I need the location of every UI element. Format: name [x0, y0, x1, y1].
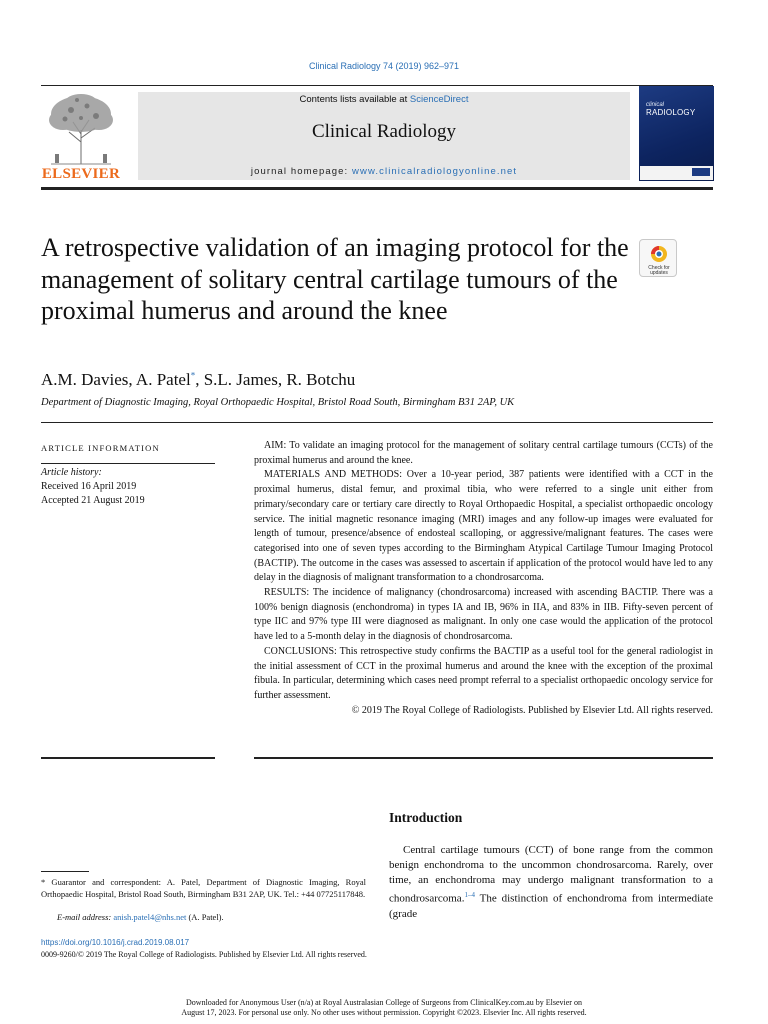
journal-homepage-link[interactable]: www.clinicalradiologyonline.net	[352, 166, 518, 177]
article-information-rule	[41, 463, 215, 464]
received-date: Received 16 April 2019	[41, 481, 137, 492]
header-rule	[41, 85, 713, 86]
article-info-bottom-rule	[41, 757, 215, 759]
elsevier-wordmark: ELSEVIER	[41, 166, 121, 182]
corresponding-author-mark[interactable]: *	[190, 370, 196, 381]
accepted-date: Accepted 21 August 2019	[41, 495, 145, 506]
abstract-methods: MATERIALS AND METHODS: Over a 10-year period, 387 patients were identified with a CCT in the proximal humerus, distal femur, and proximal tibia, who were referred to a single unit either from primary/secondary care or tertiary care directly to Royal Orthopaedic Hospital, a specialist orthopaedic oncology service. The initial magnetic resonance imaging (MRI) images and any follow-up images were evaluated for length of tumour, presence/absence of endosteal scalloping, or aggressive/malignant features. The cases were categorised into one of seven types according to the Birmingham Atypical Cartilage Tumour Imaging Protocol (BACTIP). The outcome in the cases was assessed to ascertain if application of the protocol would have led to any delay in the diagnosis of malignant transformation to a chondrosarcoma.	[254, 469, 713, 584]
corresponding-author-footnote	[41, 876, 366, 900]
doi-link[interactable]: https://doi.org/10.1016/j.crad.2019.08.017	[41, 938, 190, 947]
article-title: A retrospective validation of an imaging protocol for the management of solitary central cartilage tumours of the proximal humerus and around the knee	[41, 233, 629, 325]
footnote-text: * Guarantor and correspondent: A. Patel, Department of Diagnostic Imaging, Royal Orthopaedic Hospital, Bristol Road South, Birmingham B31 2AP, UK. Tel.: +44 07725117848.	[41, 877, 366, 899]
reference-link[interactable]: 1–4	[464, 891, 475, 899]
introduction-text: Central cartilage tumours (CCT) of bone range from the common benign enchondroma to the uncommon chondrosarcoma. Rarely, over time, an enchondroma may undergo malignant transformation to a chondrosarcoma.	[389, 844, 713, 905]
contents-availability-line	[138, 94, 630, 105]
article-history-label: Article history:	[41, 467, 102, 478]
journal-citation-link[interactable]: Clinical Radiology 74 (2019) 962–971	[308, 61, 460, 71]
journal-homepage-line	[138, 166, 630, 177]
author-list	[41, 370, 355, 390]
introduction-text-continued: The distinction of enchondroma from intermediate (grade	[389, 892, 713, 920]
badge-line1: Check for	[648, 265, 670, 271]
cover-label-small: clinical	[646, 102, 665, 108]
download-notice	[0, 998, 768, 1018]
cover-publisher-mark	[692, 168, 710, 176]
email-link[interactable]: anish.patel4@nhs.net	[113, 912, 187, 922]
homepage-prefix: journal homepage:	[250, 166, 353, 177]
article-information-heading: ARTICLE INFORMATION	[41, 443, 160, 453]
masthead-rule	[41, 187, 713, 190]
journal-name: Clinical Radiology	[311, 121, 457, 142]
badge-line2: updates	[650, 270, 668, 276]
authors-first: A.M. Davies, A. Patel	[41, 370, 191, 389]
cover-label-large: RADIOLOGY	[646, 108, 696, 117]
abstract	[254, 439, 713, 718]
sciencedirect-link[interactable]: ScienceDirect	[409, 94, 469, 105]
author-affiliation: Department of Diagnostic Imaging, Royal Orthopaedic Hospital, Bristol Road South, Birmingham B31 2AP, UK	[41, 397, 515, 408]
abstract-bottom-rule	[254, 757, 713, 759]
email-label: E-mail address:	[57, 912, 114, 922]
authors-rest: , S.L. James, R. Botchu	[195, 370, 356, 389]
footnote-email-line	[57, 912, 224, 922]
introduction-paragraph	[389, 843, 713, 922]
download-notice-line1: Downloaded for Anonymous User (n/a) at Royal Australasian College of Surgeons from ClinicalKey.com.au by Elsevier on	[186, 998, 582, 1007]
abstract-conclusions: CONCLUSIONS: This retrospective study confirms the BACTIP as a useful tool for the general radiologist in the initial assessment of CCT in the proximal humerus and around the knee with the exception of the proximal fibula. In particular, determining which cases need prompt referral to a specialist orthopaedic oncology service for further assessment.	[254, 645, 713, 701]
check-for-updates-badge[interactable]	[639, 239, 677, 277]
footnote-rule	[41, 871, 89, 872]
abstract-copyright: © 2019 The Royal College of Radiologists. Published by Elsevier Ltd. All rights reserved.	[351, 704, 713, 716]
email-suffix: (A. Patel).	[186, 912, 224, 922]
check-updates-icon	[640, 240, 678, 278]
contents-prefix: Contents lists available at	[299, 94, 410, 105]
introduction-heading: Introduction	[389, 810, 463, 825]
abstract-results: RESULTS: The incidence of malignancy (chondrosarcoma) increased with ascending BACTIP. There was a 100% benign diagnosis (enchondroma) in types IA and IB, 96% in IIA, and 83% in IIB. Fifty-seven percent of type IIC and 97% type III were diagnosed as malignant. In only one case would the application of the protocol have led to a 5-month delay in the diagnosis of chondrosarcoma.	[254, 587, 713, 643]
affiliation-rule	[41, 422, 713, 423]
download-notice-line2: August 17, 2023. For personal use only. No other uses without permission. Copyright ©2023. Elsevier Inc. All rights reserved.	[181, 1008, 587, 1017]
issn-copyright-line: 0009-9260/© 2019 The Royal College of Radiologists. Published by Elsevier Ltd. All rights reserved.	[41, 950, 367, 959]
abstract-aim: AIM: To validate an imaging protocol for the management of solitary central cartilage tumours (CCTs) of the proximal humerus and around the knee.	[254, 440, 713, 466]
